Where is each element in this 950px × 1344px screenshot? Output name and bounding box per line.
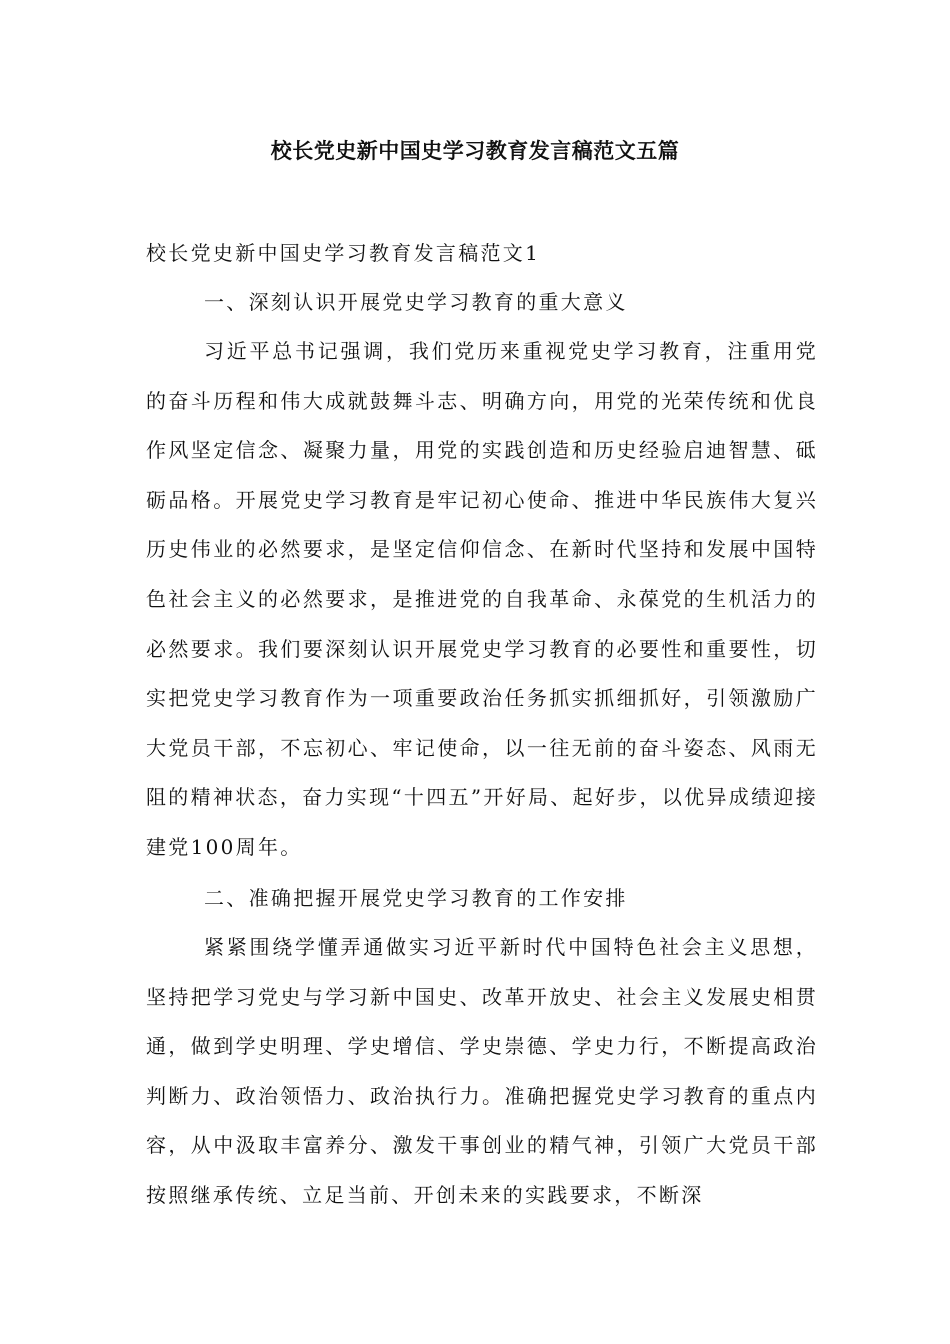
document-subtitle: 校长党史新中国史学习教育发言稿范文1 <box>146 241 541 265</box>
section-1-heading: 一、深刻认识开展党史学习教育的重大意义 <box>204 290 628 314</box>
document-title: 校长党史新中国史学习教育发言稿范文五篇 <box>270 139 680 163</box>
section-1-paragraph: 习近平总书记强调，我们党历来重视党史学习教育，注重用党的奋斗历程和伟大成就鼓舞斗志、明确方向，用党的光荣传统和优良作风坚定信念、凝聚力量，用党的实践创造和历史经验启迪智慧、砥砺品格。开展党史学习教育是牢记初心使命、推进中华民族伟大复兴历史伟业的必然要求，是坚定信仰信念、在新时代坚持和发展中国特色社会主义的必然要求，是推进党的自我革命、永葆党的生机活力的必然要求。我们要深刻认识开展党史学习教育的必要性和重要性，切实把党史学习教育作为一项重要政治任务抓实抓细抓好，引领激励广大党员干部，不忘初心、牢记使命，以一往无前的奋斗姿态、风雨无阻的精神状态，奋力实现“十四五”开好局、起好步，以优异成绩迎接建党100周年。 <box>146 339 818 859</box>
section-2-paragraph: 紧紧围绕学懂弄通做实习近平新时代中国特色社会主义思想，坚持把学习党史与学习新中国史、改革开放史、社会主义发展史相贯通，做到学史明理、学史增信、学史崇德、学史力行，不断提高政治判断力、政治领悟力、政治执行力。准确把握党史学习教育的重点内容，从中汲取丰富养分、激发干事创业的精气神，引领广大党员干部按照继承传统、立足当前、开创未来的实践要求，不断深 <box>146 935 818 1207</box>
section-2-heading: 二、准确把握开展党史学习教育的工作安排 <box>204 886 628 910</box>
